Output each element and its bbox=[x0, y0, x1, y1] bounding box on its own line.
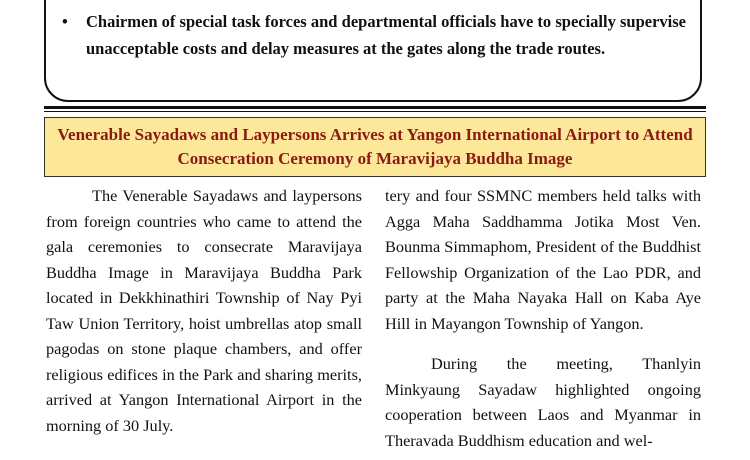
bullet-text: Chairmen of special task forces and departmental officials have to specially supervise unacceptable costs and delay measures at the gates along the trade routes. bbox=[86, 12, 686, 58]
divider-thin bbox=[44, 111, 706, 112]
article-paragraph: tery and four SSMNC members held talks with Agga Maha Saddhamma Jotika Most Ven. Bounma Simmaphom, President of the Buddhist Fellowship Organization of the Lao PDR, and party at the Maha Nayaka Hall on Kaba Aye Hill in Mayangon Township of Yangon. bbox=[385, 186, 701, 333]
article-column-right bbox=[385, 183, 701, 453]
bullet-item bbox=[62, 8, 686, 62]
divider-thick bbox=[44, 106, 706, 109]
bullet-icon: • bbox=[62, 12, 68, 31]
headline-text: Venerable Sayadaws and Laypersons Arrives at Yangon International Airport to Attend Consecration Ceremony of Maravijaya Buddha Image bbox=[57, 125, 693, 168]
article-paragraph: The Venerable Sayadaws and laypersons from foreign countries who came to attend the gala ceremonies to consecrate Maravijaya Buddha Image in Maravijaya Buddha Park located in Dekkhinathiri Township of Nay Pyi Taw Union Territory, hoist umbrellas atop small pagodas on stone plaque chambers, and offer religious edifices in the Park and sharing merits, arrived at Yangon International Airport in the morning of 30 July. bbox=[46, 186, 362, 435]
article-paragraph: During the meeting, Thanlyin Minkyaung Sayadaw highlighted ongoing cooperation between Laos and Myanmar in Theravada Buddhism education and wel- bbox=[385, 354, 701, 450]
article-headline bbox=[44, 117, 706, 177]
article-column-left bbox=[46, 183, 362, 438]
